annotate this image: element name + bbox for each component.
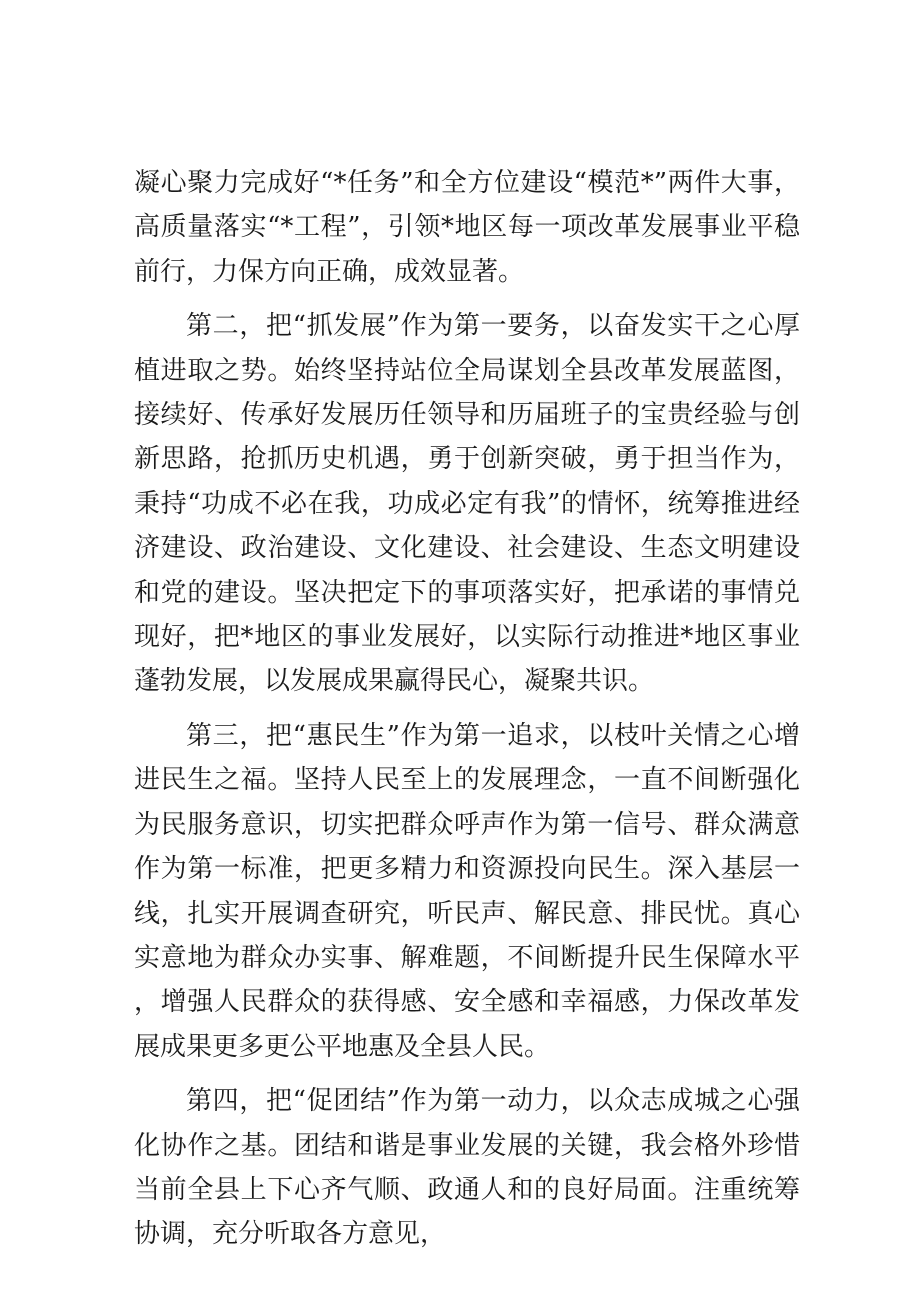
paragraph-third-point: 第三，把“惠民生”作为第一追求，以枝叶关情之心增进民生之福。坚持人民至上的发展理念，一直不间断强化为民服务意识，切实把群众呼声作为第一信号、群众满意作为第一标准，把更多精力和资源投向民生。深入基层一线，扎实开展调查研究，听民声、解民意、排民忧。真心实意地为群众办实事、解难题，不间断提升民生保障水平，增强人民群众的获得感、安全感和幸福感，力保改革发展成果更多更公平地惠及全县人民。 [134,720,800,1062]
paragraph-second-point: 第二，把“抓发展”作为第一要务，以奋发实干之心厚植进取之势。始终坚持站位全局谋划全县改革发展蓝图，接续好、传承好发展历任领导和历届班子的宝贵经验与创新思路，抢抓历史机遇，勇于创新突破，勇于担当作为，秉持“功成不必在我，功成必定有我”的情怀，统筹推进经济建设、政治建设、文化建设、社会建设、生态文明建设和党的建设。坚决把定下的事项落实好，把承诺的事情兑现好，把*地区的事业发展好，以实际行动推进*地区事业蓬勃发展，以发展成果赢得民心，凝聚共识。 [134,311,800,697]
document-body [134,161,800,1267]
paragraph-continuation: 凝心聚力完成好“*任务”和全方位建设“模范*”两件大事，高质量落实“*工程”，引领*地区每一项改革发展事业平稳前行，力保方向正确，成效显著。 [134,168,800,287]
paragraph-fourth-point: 第四，把“促团结”作为第一动力，以众志成城之心强化协作之基。团结和谐是事业发展的关键，我会格外珍惜当前全县上下心齐气顺、政通人和的良好局面。注重统筹协调，充分听取各方意见， [134,1086,800,1250]
